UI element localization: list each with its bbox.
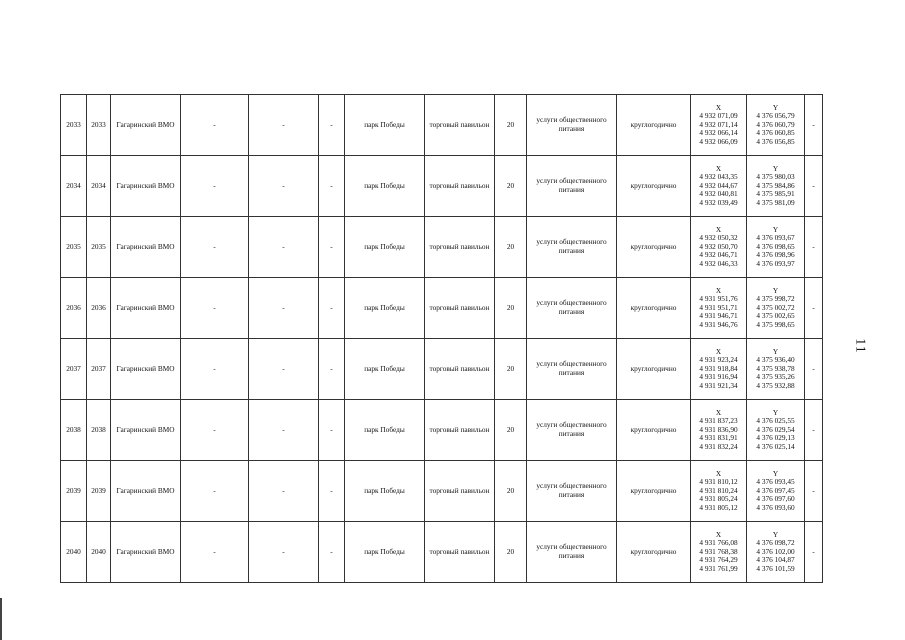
coord-y-value: 4 376 056,79 [756,111,795,121]
area-cell: 20 [495,156,527,217]
period-cell: круглогодично [617,95,691,156]
row-number-cell: 2040 [61,522,87,583]
coord-x-cell [691,217,747,278]
coord-x-value: 4 932 046,33 [699,258,738,268]
coord-y-value: 4 376 102,00 [756,546,795,556]
row-number-dup-cell: 2038 [87,400,111,461]
district-cell: Гагаринский ВМО [111,95,181,156]
empty-cell-5: - [249,461,319,522]
district-cell: Гагаринский ВМО [111,217,181,278]
coord-y-cell [747,339,805,400]
row-number-dup-cell: 2040 [87,522,111,583]
table-row [61,278,823,339]
coord-x-header: X [715,285,722,295]
empty-cell-4: - [181,95,249,156]
coord-x-value: 4 932 039,49 [699,197,738,207]
coord-x-value: 4 931 831,91 [699,433,738,443]
object-type-cell: торговый павильон [425,461,495,522]
location-cell: парк Победы [345,217,425,278]
district-cell: Гагаринский ВМО [111,400,181,461]
object-type-cell: торговый павильон [425,95,495,156]
note-cell: - [805,95,823,156]
note-cell: - [805,400,823,461]
coord-y-value: 4 375 932,88 [756,380,795,390]
empty-cell-4: - [181,156,249,217]
coord-y-value: 4 376 097,60 [756,494,795,504]
coord-y-value: 4 375 981,09 [756,197,795,207]
coord-y-value: 4 376 098,72 [756,538,795,548]
coord-x-value: 4 932 046,71 [699,250,738,260]
coord-x-header: X [715,163,722,173]
coord-y-value: 4 376 093,45 [756,477,795,487]
table-row [61,461,823,522]
coord-y-header: Y [772,346,779,356]
coord-y-value: 4 376 029,54 [756,424,795,434]
coord-x-header: X [715,407,722,417]
coord-y-value: 4 375 002,65 [756,311,795,321]
coord-x-value: 4 931 918,84 [699,363,738,373]
table-row [61,522,823,583]
row-number-cell: 2036 [61,278,87,339]
scan-edge-mark [0,598,2,640]
empty-cell-6: - [319,522,345,583]
coord-y-value: 4 375 002,72 [756,302,795,312]
coord-y-value: 4 375 936,40 [756,355,795,365]
row-number-cell: 2038 [61,400,87,461]
coord-y-value: 4 376 056,85 [756,136,795,146]
area-cell: 20 [495,278,527,339]
coord-x-value: 4 932 066,09 [699,136,738,146]
empty-cell-6: - [319,461,345,522]
location-cell: парк Победы [345,522,425,583]
coord-x-header: X [715,224,722,234]
empty-cell-5: - [249,278,319,339]
coord-y-cell [747,400,805,461]
coord-y-cell [747,156,805,217]
table-row [61,339,823,400]
table-body [61,95,823,583]
row-number-cell: 2034 [61,156,87,217]
coord-x-value: 4 931 837,23 [699,416,738,426]
empty-cell-5: - [249,522,319,583]
specialization-cell: услуги общественного питания [527,156,617,217]
registry-table [60,94,823,583]
empty-cell-4: - [181,400,249,461]
coord-y-value: 4 376 093,97 [756,258,795,268]
location-cell: парк Победы [345,278,425,339]
coord-x-value: 4 931 951,76 [699,294,738,304]
coord-x-value: 4 932 043,35 [699,172,738,182]
area-cell: 20 [495,522,527,583]
table-row [61,217,823,278]
area-cell: 20 [495,461,527,522]
period-cell: круглогодично [617,400,691,461]
location-cell: парк Победы [345,339,425,400]
empty-cell-6: - [319,400,345,461]
coord-y-value: 4 375 998,72 [756,294,795,304]
coord-y-header: Y [772,529,779,539]
empty-cell-6: - [319,278,345,339]
note-cell: - [805,156,823,217]
location-cell: парк Победы [345,95,425,156]
coord-x-value: 4 932 040,81 [699,189,738,199]
specialization-cell: услуги общественного питания [527,95,617,156]
coord-x-header: X [715,529,722,539]
district-cell: Гагаринский ВМО [111,156,181,217]
coord-y-value: 4 375 998,65 [756,319,795,329]
object-type-cell: торговый павильон [425,400,495,461]
coord-x-cell [691,339,747,400]
specialization-cell: услуги общественного питания [527,400,617,461]
row-number-cell: 2035 [61,217,87,278]
page-number: 11 [852,338,868,354]
row-number-dup-cell: 2034 [87,156,111,217]
coord-x-value: 4 931 805,12 [699,502,738,512]
empty-cell-4: - [181,522,249,583]
coord-y-value: 4 375 984,86 [756,180,795,190]
district-cell: Гагаринский ВМО [111,461,181,522]
coord-y-value: 4 376 029,13 [756,433,795,443]
district-cell: Гагаринский ВМО [111,339,181,400]
empty-cell-5: - [249,400,319,461]
row-number-dup-cell: 2037 [87,339,111,400]
coord-y-cell [747,522,805,583]
area-cell: 20 [495,339,527,400]
specialization-cell: услуги общественного питания [527,339,617,400]
coord-y-value: 4 375 935,26 [756,372,795,382]
period-cell: круглогодично [617,522,691,583]
specialization-cell: услуги общественного питания [527,522,617,583]
empty-cell-4: - [181,339,249,400]
empty-cell-5: - [249,156,319,217]
coord-y-header: Y [772,285,779,295]
coord-y-header: Y [772,224,779,234]
empty-cell-4: - [181,278,249,339]
row-number-dup-cell: 2035 [87,217,111,278]
area-cell: 20 [495,95,527,156]
coord-x-value: 4 932 050,70 [699,241,738,251]
coord-y-value: 4 376 093,67 [756,233,795,243]
coord-y-value: 4 376 060,85 [756,128,795,138]
coord-x-value: 4 931 768,38 [699,546,738,556]
period-cell: круглогодично [617,156,691,217]
coord-y-header: Y [772,163,779,173]
period-cell: круглогодично [617,461,691,522]
coord-y-value: 4 376 093,60 [756,502,795,512]
coord-y-value: 4 375 980,03 [756,172,795,182]
coord-y-value: 4 376 104,87 [756,555,795,565]
specialization-cell: услуги общественного питания [527,217,617,278]
coord-x-value: 4 931 810,12 [699,477,738,487]
object-type-cell: торговый павильон [425,217,495,278]
area-cell: 20 [495,217,527,278]
note-cell: - [805,339,823,400]
coord-y-value: 4 376 097,45 [756,485,795,495]
coord-y-value: 4 376 025,14 [756,441,795,451]
coord-x-cell [691,522,747,583]
row-number-cell: 2033 [61,95,87,156]
location-cell: парк Победы [345,400,425,461]
coord-x-cell [691,95,747,156]
object-type-cell: торговый павильон [425,522,495,583]
coord-x-value: 4 931 923,24 [699,355,738,365]
coord-y-cell [747,217,805,278]
coord-x-header: X [715,346,722,356]
coord-y-value: 4 376 025,55 [756,416,795,426]
coord-x-value: 4 931 921,34 [699,380,738,390]
coord-x-value: 4 931 916,94 [699,372,738,382]
table-row [61,95,823,156]
row-number-dup-cell: 2039 [87,461,111,522]
coord-x-cell [691,156,747,217]
empty-cell-6: - [319,217,345,278]
empty-cell-5: - [249,339,319,400]
coord-x-value: 4 931 810,24 [699,485,738,495]
coord-x-value: 4 931 832,24 [699,441,738,451]
period-cell: круглогодично [617,278,691,339]
coord-x-cell [691,400,747,461]
object-type-cell: торговый павильон [425,339,495,400]
coord-x-header: X [715,468,722,478]
coord-y-cell [747,461,805,522]
coord-x-value: 4 932 066,14 [699,128,738,138]
empty-cell-5: - [249,217,319,278]
note-cell: - [805,217,823,278]
empty-cell-5: - [249,95,319,156]
coord-y-value: 4 376 101,59 [756,563,795,573]
district-cell: Гагаринский ВМО [111,522,181,583]
coord-y-value: 4 375 985,91 [756,189,795,199]
coord-x-value: 4 931 836,90 [699,424,738,434]
table-row [61,156,823,217]
row-number-dup-cell: 2036 [87,278,111,339]
coord-x-value: 4 931 766,08 [699,538,738,548]
coord-y-value: 4 376 098,96 [756,250,795,260]
coord-y-cell [747,95,805,156]
empty-cell-6: - [319,156,345,217]
table-row [61,400,823,461]
empty-cell-4: - [181,217,249,278]
coord-x-value: 4 932 071,09 [699,111,738,121]
coord-x-cell [691,278,747,339]
row-number-cell: 2037 [61,339,87,400]
note-cell: - [805,522,823,583]
coord-y-value: 4 375 938,78 [756,363,795,373]
empty-cell-6: - [319,339,345,400]
empty-cell-4: - [181,461,249,522]
coord-x-value: 4 931 946,71 [699,311,738,321]
location-cell: парк Победы [345,461,425,522]
coord-y-header: Y [772,407,779,417]
row-number-dup-cell: 2033 [87,95,111,156]
coord-x-value: 4 932 044,67 [699,180,738,190]
coord-x-value: 4 931 805,24 [699,494,738,504]
coord-y-header: Y [772,468,779,478]
note-cell: - [805,461,823,522]
district-cell: Гагаринский ВМО [111,278,181,339]
coord-x-value: 4 931 946,76 [699,319,738,329]
note-cell: - [805,278,823,339]
object-type-cell: торговый павильон [425,156,495,217]
coord-x-header: X [715,102,722,112]
coord-x-cell [691,461,747,522]
specialization-cell: услуги общественного питания [527,278,617,339]
coord-x-value: 4 932 071,14 [699,119,738,129]
period-cell: круглогодично [617,339,691,400]
coord-y-header: Y [772,102,779,112]
specialization-cell: услуги общественного питания [527,461,617,522]
coord-x-value: 4 931 951,71 [699,302,738,312]
coord-y-value: 4 376 060,79 [756,119,795,129]
period-cell: круглогодично [617,217,691,278]
coord-y-cell [747,278,805,339]
object-type-cell: торговый павильон [425,278,495,339]
coord-x-value: 4 932 050,32 [699,233,738,243]
coord-y-value: 4 376 098,65 [756,241,795,251]
coord-x-value: 4 931 764,29 [699,555,738,565]
row-number-cell: 2039 [61,461,87,522]
coord-x-value: 4 931 761,99 [699,563,738,573]
empty-cell-6: - [319,95,345,156]
area-cell: 20 [495,400,527,461]
location-cell: парк Победы [345,156,425,217]
